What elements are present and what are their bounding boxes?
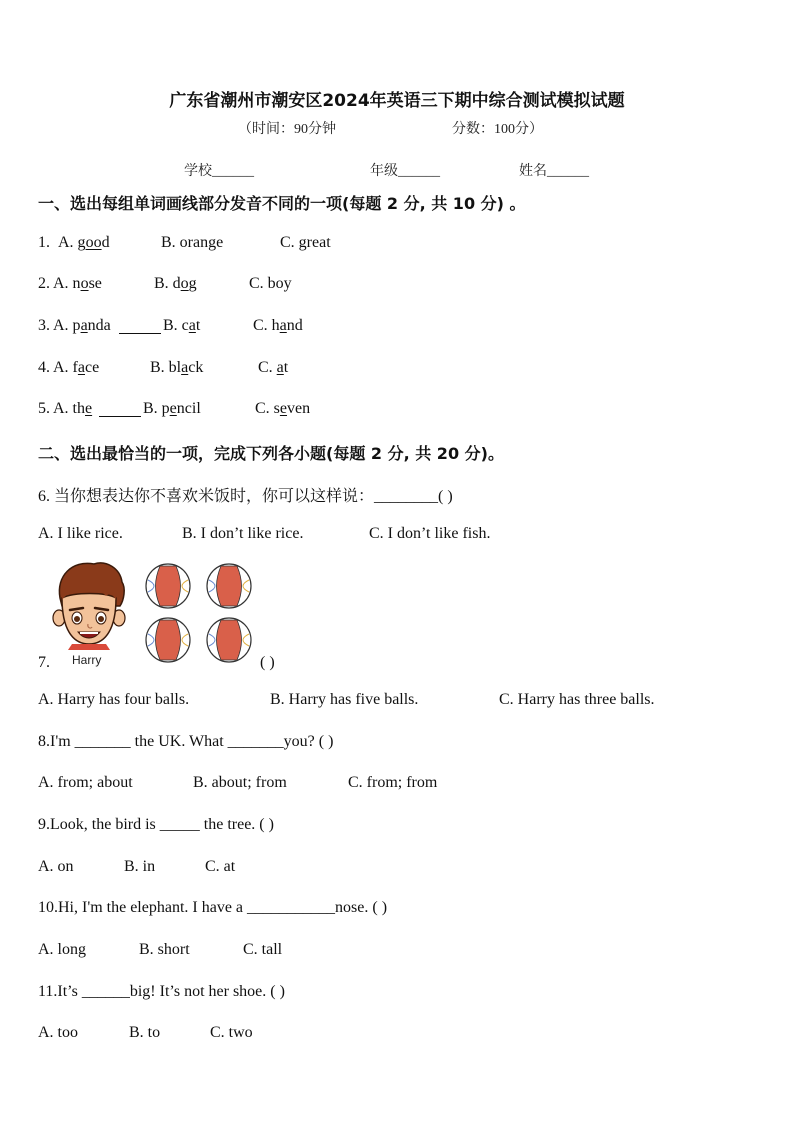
- q3-answer-line: [119, 333, 161, 334]
- q9-stem: 9.Look, the bird is _____ the tree. ( ): [38, 816, 274, 833]
- q7-option-a: A. Harry has four balls.: [38, 691, 190, 708]
- q11-stem: 11.It’s ______big! It’s not her shoe. ( ): [38, 983, 285, 1000]
- q1-option-b: B. orange: [161, 234, 224, 251]
- q5-option-b: B. pencil: [143, 400, 201, 417]
- q3-option-b: B. cat: [163, 317, 201, 334]
- school-field: 学校______: [184, 164, 254, 179]
- ball-4: [207, 618, 251, 662]
- ball-3: [146, 618, 190, 662]
- part1-heading: 一、选出每组单词画线部分发音不同的一项(每题 2 分, 共 10 分) 。: [38, 194, 526, 213]
- q5-answer-line: [99, 416, 141, 417]
- q6-option-c: C. I don’t like fish.: [369, 525, 491, 542]
- q3-option-c: C. hand: [253, 317, 303, 334]
- boy-caption: Harry: [72, 653, 102, 667]
- exam-time: （时间：90分钟: [238, 122, 336, 137]
- grade-field: 年级______: [370, 164, 440, 179]
- page-title: 广东省潮州市潮安区2024年英语三下期中综合测试模拟试题: [169, 91, 625, 111]
- part2-heading: 二、选出最恰当的一项，完成下列各小题(每题 2 分, 共 20 分)。: [38, 444, 504, 463]
- q11-option-a: A. too: [38, 1024, 78, 1041]
- q6-option-b: B. I don’t like rice.: [182, 525, 304, 542]
- q9-option-b: B. in: [124, 858, 156, 875]
- balls-illustration: [140, 560, 260, 666]
- q7-number: 7.: [38, 654, 50, 671]
- exam-score: 分数：100分）: [452, 122, 543, 137]
- q10-stem: 10.Hi, I'm the elephant. I have a ___________nose. ( ): [38, 899, 388, 916]
- q4-option-b: B. black: [150, 359, 204, 376]
- q1-option-a: A. good: [58, 234, 110, 251]
- q5-option-a: A. the: [53, 400, 93, 417]
- q9-option-c: C. at: [205, 858, 236, 875]
- q2-option-a: A. nose: [53, 275, 102, 292]
- q8-option-a: A. from; about: [38, 774, 133, 791]
- ball-1: [146, 564, 190, 608]
- q9-option-a: A. on: [38, 858, 74, 875]
- q5-number: 5.: [38, 400, 50, 417]
- ball-2: [207, 564, 251, 608]
- q4-number: 4.: [38, 359, 50, 376]
- q5-option-c: C. seven: [255, 400, 311, 417]
- q6-option-a: A. I like rice.: [38, 525, 123, 542]
- q7-answer-paren: ( ): [260, 654, 275, 671]
- q2-option-c: C. boy: [249, 275, 292, 292]
- q2-number: 2.: [38, 275, 50, 292]
- q6-stem: 6. 当你想表达你不喜欢米饭时，你可以这样说：________( ): [38, 488, 453, 505]
- q11-option-c: C. two: [210, 1024, 253, 1041]
- q3-number: 3.: [38, 317, 50, 334]
- boy-illustration: [50, 558, 130, 670]
- q8-option-c: C. from; from: [348, 774, 438, 791]
- q7-option-c: C. Harry has three balls.: [499, 691, 655, 708]
- q7-option-b: B. Harry has five balls.: [270, 691, 419, 708]
- q1-option-c: C. great: [280, 234, 331, 251]
- q10-option-c: C. tall: [243, 941, 283, 958]
- q4-option-c: C. at: [258, 359, 289, 376]
- q4-option-a: A. face: [53, 359, 100, 376]
- q1-number: 1.: [38, 234, 50, 251]
- q10-option-a: A. long: [38, 941, 86, 958]
- q8-stem: 8.I'm _______ the UK. What _______you? ( ): [38, 733, 334, 750]
- q3-option-a: A. panda: [53, 317, 111, 334]
- q8-option-b: B. about; from: [193, 774, 287, 791]
- name-field: 姓名______: [519, 164, 589, 179]
- q11-option-b: B. to: [129, 1024, 161, 1041]
- q10-option-b: B. short: [139, 941, 190, 958]
- q2-option-b: B. dog: [154, 275, 197, 292]
